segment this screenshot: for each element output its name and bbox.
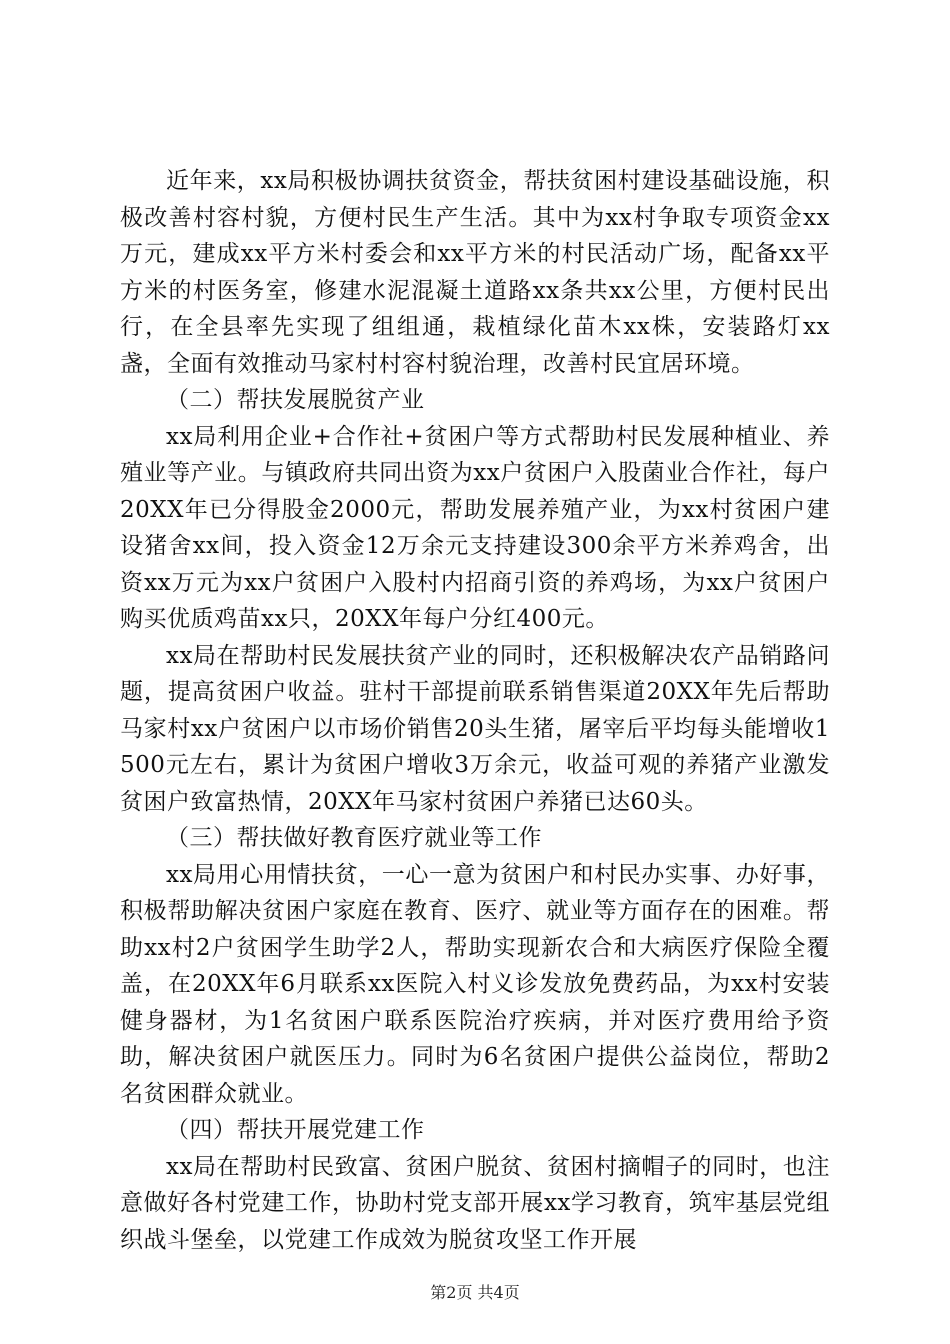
section-heading-industry: （二）帮扶发展脱贫产业 [166,387,425,413]
paragraph-party: xx局在帮助村民致富、贫困户脱贫、贫困村摘帽子的同时，也注意做好各村党建工作，协助村党支部开展xx学习教育，筑牢基层党组织战斗堡垒，以党建工作成效为脱贫攻坚工作开展 [120,1153,830,1253]
paragraph-industry: xx局利用企业+合作社+贫困户等方式帮助村民发展种植业、养殖业等产业。与镇政府共同出资为xx户贫困户入股菌业合作社，每户20XX年已分得股金2000元，帮助发展养殖产业，为xx村贫困户建设猪舍xx间，投入资金12万余元支持建设300余平方米养鸡舍，出资xx万元为xx户贫困户入股村内招商引资的养鸡场，为xx户贫困户购买优质鸡苗xx只，20XX年每户分红400元。 [120,423,830,632]
paragraph-infrastructure: 近年来，xx局积极协调扶贫资金，帮扶贫困村建设基础设施，积极改善村容村貌，方便村民生产生活。其中为xx村争取专项资金xx万元，建成xx平方米村委会和xx平方米的村民活动广场，配备xx平方米的村医务室，修建水泥混凝土道路xx条共xx公里，方便村民出行，在全县率先实现了组组通，栽植绿化苗木xx株，安装路灯xx盏，全面有效推动马家村村容村貌治理，改善村民宜居环境。 [120,168,830,377]
paragraph-education: xx局用心用情扶贫，一心一意为贫困户和村民办实事、办好事，积极帮助解决贫困户家庭在教育、医疗、就业等方面存在的困难。帮助xx村2户贫困学生助学2人，帮助实现新农合和大病医疗保险全覆盖，在20XX年6月联系xx医院入村义诊发放免费药品，为xx村安装健身器材，为1名贫困户联系医院治疗疾病，并对医疗费用给予资助，解决贫困户就医压力。同时为6名贫困户提供公益岗位，帮助2名贫困群众就业。 [120,861,830,1107]
section-heading-party: （四）帮扶开展党建工作 [166,1117,425,1143]
paragraph-sales: xx局在帮助村民发展扶贫产业的同时，还积极解决农产品销路问题，提高贫困户收益。驻村干部提前联系销售渠道20XX年先后帮助马家村xx户贫困户以市场价销售20头生猪，屠宰后平均每头能增收1500元左右，累计为贫困户增收3万余元，收益可观的养猪产业激发贫困户致富热情，20XX年马家村贫困户养猪已达60头。 [120,642,830,815]
section-heading-education: （三）帮扶做好教育医疗就业等工作 [166,825,542,851]
page-footer [0,1283,950,1303]
page-number: 第2页 共4页 [430,1283,520,1302]
document-body [120,163,830,1258]
